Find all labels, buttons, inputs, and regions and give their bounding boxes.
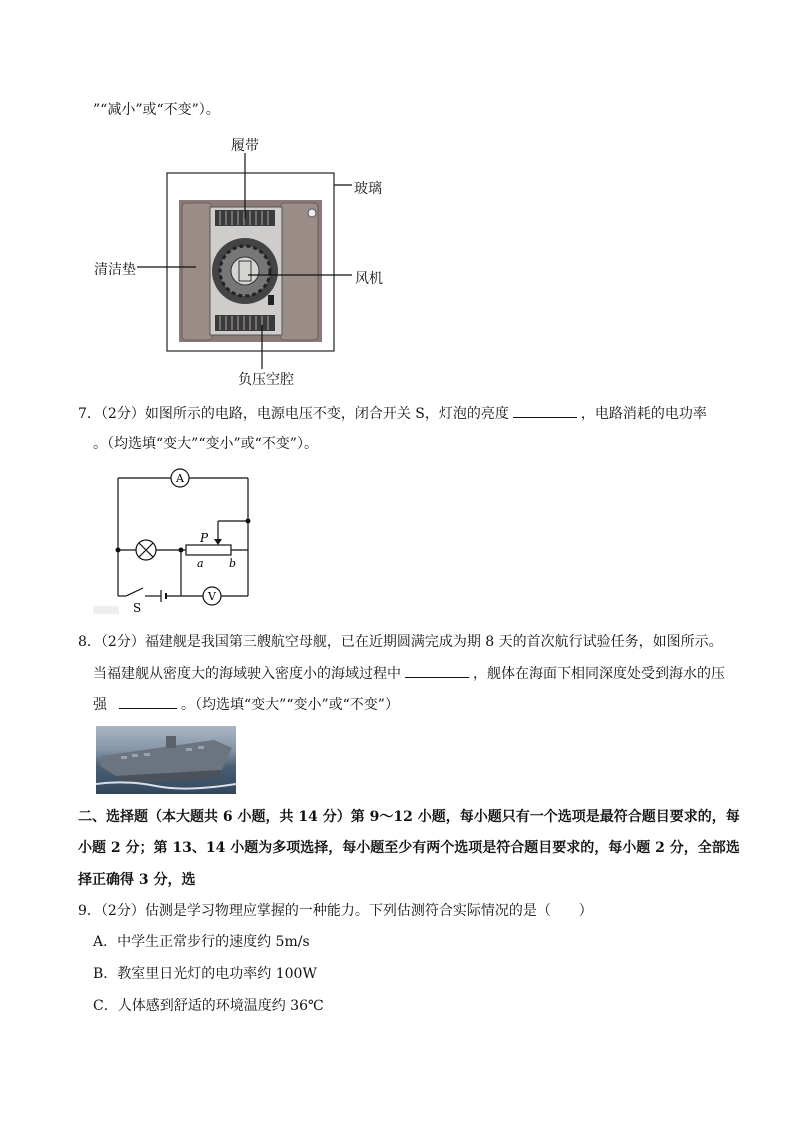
q8-line1: 8．（2分）福建舰是我国第三艘航空母舰，已在近期圆满完成为期 8 天的首次航行试验任务，如图所示。 bbox=[78, 634, 723, 650]
label-fan: 风机 bbox=[355, 271, 383, 287]
scan-smudge bbox=[93, 606, 119, 614]
left-pad bbox=[182, 203, 212, 340]
switch-label: S bbox=[133, 601, 142, 615]
q8-line3: 强 。（均选填“变大”“变小”或“不变”） bbox=[93, 694, 399, 715]
junction-dot bbox=[179, 548, 184, 553]
circuit-figure bbox=[93, 466, 263, 616]
window-robot-figure bbox=[90, 135, 420, 390]
voltmeter-label: V bbox=[208, 590, 216, 603]
wake bbox=[96, 782, 236, 788]
label-tracks: 履带 bbox=[231, 138, 259, 154]
q9-stem: 9．（2分）估测是学习物理应掌握的一种能力。下列估测符合实际情况的是（ ） bbox=[78, 903, 593, 919]
q7-line2: 。（均选填“变大”“变小”或“不变”）。 bbox=[93, 436, 318, 452]
robot-screw bbox=[308, 209, 316, 217]
section2-line2: 小题 2 分；第 13、14 小题为多项选择，每小题至少有两个选项是符合题目要求的，每小题 2 分，全部选 bbox=[78, 840, 740, 856]
q8-blank-1[interactable] bbox=[405, 663, 469, 678]
circuit-diagram bbox=[93, 466, 263, 616]
q7-line1: 7．（2分）如图所示的电路，电源电压不变，闭合开关 S，灯泡的亮度 ，电路消耗的电功率 bbox=[78, 403, 707, 424]
label-glass: 玻璃 bbox=[354, 181, 382, 197]
slider-arrow bbox=[214, 539, 222, 545]
q8-blank-2[interactable] bbox=[119, 694, 177, 709]
ammeter-label: A bbox=[176, 472, 184, 485]
q8-line2: 当福建舰从密度大的海域驶入密度小的海域过程中 ，舰体在海面下相同深度处受到海水的压 bbox=[93, 663, 725, 684]
q9-option-b[interactable]: B．教室里日光灯的电功率约 100W bbox=[93, 966, 317, 982]
carrier-island bbox=[166, 736, 176, 748]
label-chamber: 负压空腔 bbox=[238, 372, 294, 388]
window-robot-diagram bbox=[90, 135, 420, 390]
junction-dot bbox=[116, 548, 121, 553]
q9-option-c[interactable]: C．人体感到舒适的环境温度约 36℃ bbox=[93, 998, 324, 1014]
q9-option-a[interactable]: A．中学生正常步行的速度约 5m/s bbox=[93, 934, 310, 950]
label-pad: 清洁垫 bbox=[94, 262, 136, 278]
carrier-photo bbox=[96, 726, 236, 794]
end-b-label: b bbox=[229, 557, 237, 570]
track-bottom bbox=[215, 315, 275, 331]
q7-blank-1[interactable] bbox=[513, 403, 577, 418]
junction-dot bbox=[246, 519, 251, 524]
right-pad bbox=[280, 203, 318, 340]
slider-label: P bbox=[200, 531, 209, 545]
carrier-drawing bbox=[96, 726, 236, 794]
section2-line3: 择正确得 3 分，选 bbox=[78, 872, 196, 888]
continuation-line: ”“减小”或“不变”）。 bbox=[93, 102, 220, 118]
end-a-label: a bbox=[197, 557, 204, 570]
section2-line1: 二、选择题（本大题共 6 小题，共 14 分）第 9～12 小题，每小题只有一个选项是最符合题目要求的，每 bbox=[78, 809, 740, 825]
rheostat bbox=[186, 545, 231, 555]
robot-button bbox=[268, 295, 274, 305]
